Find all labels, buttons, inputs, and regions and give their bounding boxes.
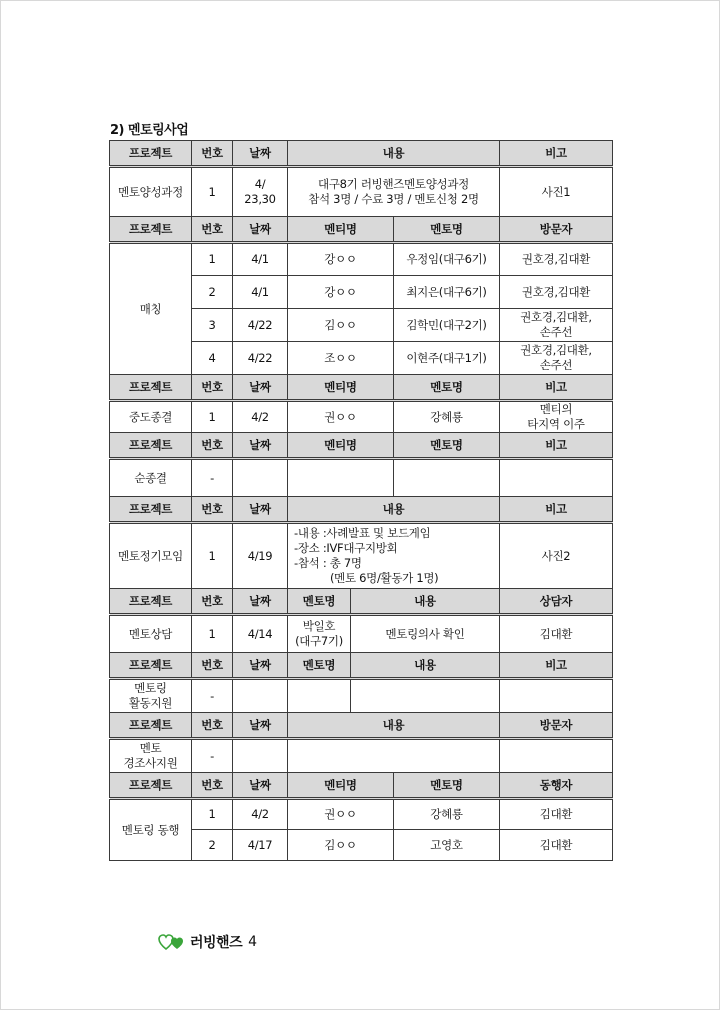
date-cell [233, 459, 288, 497]
number-cell: 2 [192, 830, 233, 861]
table-row [110, 459, 613, 497]
number-cell: 1 [192, 615, 233, 653]
header-row [110, 653, 613, 679]
header-cell: 날짜 [233, 713, 288, 739]
project-cell: 멘토정기모임 [110, 523, 192, 589]
date-cell: 4/2 [233, 799, 288, 830]
date-cell: 4/ 23,30 [233, 167, 288, 217]
number-cell: 1 [192, 799, 233, 830]
date-cell: 4/1 [233, 243, 288, 276]
header-row [110, 433, 613, 459]
table-row [110, 799, 613, 830]
visitor-cell: 권호경,김대환 [500, 243, 613, 276]
companion-cell: 김대환 [500, 830, 613, 861]
header-cell: 멘토명 [288, 653, 351, 679]
header-cell: 프로젝트 [110, 653, 192, 679]
visitor-cell: 권호경,김대환, 손주선 [500, 342, 613, 375]
header-cell: 내용 [288, 141, 500, 167]
header-cell: 비고 [500, 141, 613, 167]
visitor-cell [500, 739, 613, 773]
header-cell: 번호 [192, 653, 233, 679]
header-cell: 번호 [192, 141, 233, 167]
number-cell: 4 [192, 342, 233, 375]
note-cell [500, 459, 613, 497]
header-row [110, 589, 613, 615]
header-cell: 멘토명 [394, 217, 500, 243]
date-cell: 4/1 [233, 276, 288, 309]
visitor-cell: 권호경,김대환 [500, 276, 613, 309]
header-row [110, 217, 613, 243]
content-cell [351, 679, 500, 713]
header-cell: 날짜 [233, 589, 288, 615]
header-cell: 프로젝트 [110, 497, 192, 523]
table-row [110, 679, 613, 713]
date-cell [233, 739, 288, 773]
header-cell: 내용 [351, 653, 500, 679]
header-row [110, 713, 613, 739]
header-cell: 비고 [500, 433, 613, 459]
section-title: 2) 멘토링사업 [110, 123, 189, 138]
header-cell: 번호 [192, 375, 233, 401]
date-cell [233, 679, 288, 713]
note-cell: 사진2 [500, 523, 613, 589]
mentee-cell: 조ㅇㅇ [288, 342, 394, 375]
content-cell: 대구8기 러빙핸즈멘토양성과정 참석 3명 / 수료 3명 / 멘토신청 2명 [288, 167, 500, 217]
mentor-cell: 우정임(대구6기) [394, 243, 500, 276]
header-cell: 방문자 [500, 217, 613, 243]
number-cell: - [192, 459, 233, 497]
footer [158, 932, 257, 952]
header-cell: 프로젝트 [110, 375, 192, 401]
header-row [110, 497, 613, 523]
header-cell: 멘토명 [288, 589, 351, 615]
header-cell: 번호 [192, 217, 233, 243]
header-row [110, 375, 613, 401]
project-cell: 멘토양성과정 [110, 167, 192, 217]
mentor-cell [288, 679, 351, 713]
mentor-cell: 이현주(대구1기) [394, 342, 500, 375]
note-cell [500, 679, 613, 713]
counselor-cell: 김대환 [500, 615, 613, 653]
note-cell: 사진1 [500, 167, 613, 217]
mentee-cell: 강ㅇㅇ [288, 243, 394, 276]
number-cell: - [192, 679, 233, 713]
project-cell: 중도종결 [110, 401, 192, 433]
content-cell [288, 739, 500, 773]
header-cell: 번호 [192, 589, 233, 615]
header-cell: 방문자 [500, 713, 613, 739]
number-cell: 1 [192, 401, 233, 433]
mentoring-table [109, 140, 613, 861]
header-cell: 멘티명 [288, 375, 394, 401]
header-cell: 날짜 [233, 217, 288, 243]
header-cell: 멘티명 [288, 433, 394, 459]
content-cell: -내용 :사례발표 및 보드게임 -장소 :IVF대구지방회 -참석 : 총 7명 (멘토 6명/활동가 1명) [288, 523, 500, 589]
loving-hands-logo-icon [158, 933, 186, 951]
header-cell: 멘티명 [288, 773, 394, 799]
header-cell: 멘토명 [394, 375, 500, 401]
header-cell: 상담자 [500, 589, 613, 615]
header-cell: 내용 [288, 713, 500, 739]
date-cell: 4/2 [233, 401, 288, 433]
mentor-cell: 박일호 (대구7기) [288, 615, 351, 653]
header-cell: 비고 [500, 375, 613, 401]
mentor-cell: 최지은(대구6기) [394, 276, 500, 309]
header-cell: 내용 [351, 589, 500, 615]
header-cell: 멘티명 [288, 217, 394, 243]
header-cell: 날짜 [233, 375, 288, 401]
header-cell: 날짜 [233, 653, 288, 679]
table-row [110, 243, 613, 276]
header-cell: 프로젝트 [110, 713, 192, 739]
project-cell: 멘토링 동행 [110, 799, 192, 861]
mentor-cell: 김학민(대구2기) [394, 309, 500, 342]
number-cell: 3 [192, 309, 233, 342]
header-cell: 날짜 [233, 141, 288, 167]
date-cell: 4/14 [233, 615, 288, 653]
header-cell: 날짜 [233, 497, 288, 523]
table-row [110, 167, 613, 217]
header-cell: 프로젝트 [110, 141, 192, 167]
content-cell: 멘토링의사 확인 [351, 615, 500, 653]
project-cell: 멘토 경조사지원 [110, 739, 192, 773]
date-cell: 4/22 [233, 342, 288, 375]
mentee-cell: 김ㅇㅇ [288, 309, 394, 342]
footer-brand: 러빙핸즈 [190, 935, 243, 951]
page-number: 4 [248, 934, 258, 950]
number-cell: 2 [192, 276, 233, 309]
mentee-cell [288, 459, 394, 497]
header-row [110, 773, 613, 799]
mentee-cell: 권ㅇㅇ [288, 799, 394, 830]
header-cell: 멘토명 [394, 773, 500, 799]
date-cell: 4/17 [233, 830, 288, 861]
mentor-cell: 고영호 [394, 830, 500, 861]
number-cell: 1 [192, 243, 233, 276]
header-cell: 프로젝트 [110, 773, 192, 799]
note-cell: 멘티의 타지역 이주 [500, 401, 613, 433]
header-cell: 프로젝트 [110, 433, 192, 459]
table-row [110, 739, 613, 773]
table-row [110, 615, 613, 653]
mentee-cell: 김ㅇㅇ [288, 830, 394, 861]
header-cell: 내용 [288, 497, 500, 523]
visitor-cell: 권호경,김대환, 손주선 [500, 309, 613, 342]
project-cell: 매칭 [110, 243, 192, 375]
mentor-cell [394, 459, 500, 497]
project-cell: 멘토상담 [110, 615, 192, 653]
companion-cell: 김대환 [500, 799, 613, 830]
header-cell: 비고 [500, 497, 613, 523]
project-cell: 순종결 [110, 459, 192, 497]
header-cell: 멘토명 [394, 433, 500, 459]
mentee-cell: 권ㅇㅇ [288, 401, 394, 433]
date-cell: 4/22 [233, 309, 288, 342]
number-cell: 1 [192, 523, 233, 589]
header-cell: 프로젝트 [110, 217, 192, 243]
header-cell: 비고 [500, 653, 613, 679]
header-cell: 날짜 [233, 433, 288, 459]
date-cell: 4/19 [233, 523, 288, 589]
table-row [110, 523, 613, 589]
number-cell: 1 [192, 167, 233, 217]
number-cell: - [192, 739, 233, 773]
header-cell: 동행자 [500, 773, 613, 799]
mentee-cell: 강ㅇㅇ [288, 276, 394, 309]
mentor-cell: 강혜룡 [394, 401, 500, 433]
header-cell: 번호 [192, 497, 233, 523]
mentor-cell: 강혜룡 [394, 799, 500, 830]
header-cell: 날짜 [233, 773, 288, 799]
header-row [110, 141, 613, 167]
header-cell: 번호 [192, 433, 233, 459]
header-cell: 프로젝트 [110, 589, 192, 615]
header-cell: 번호 [192, 773, 233, 799]
project-cell: 멘토링 활동지원 [110, 679, 192, 713]
header-cell: 번호 [192, 713, 233, 739]
table-row [110, 401, 613, 433]
